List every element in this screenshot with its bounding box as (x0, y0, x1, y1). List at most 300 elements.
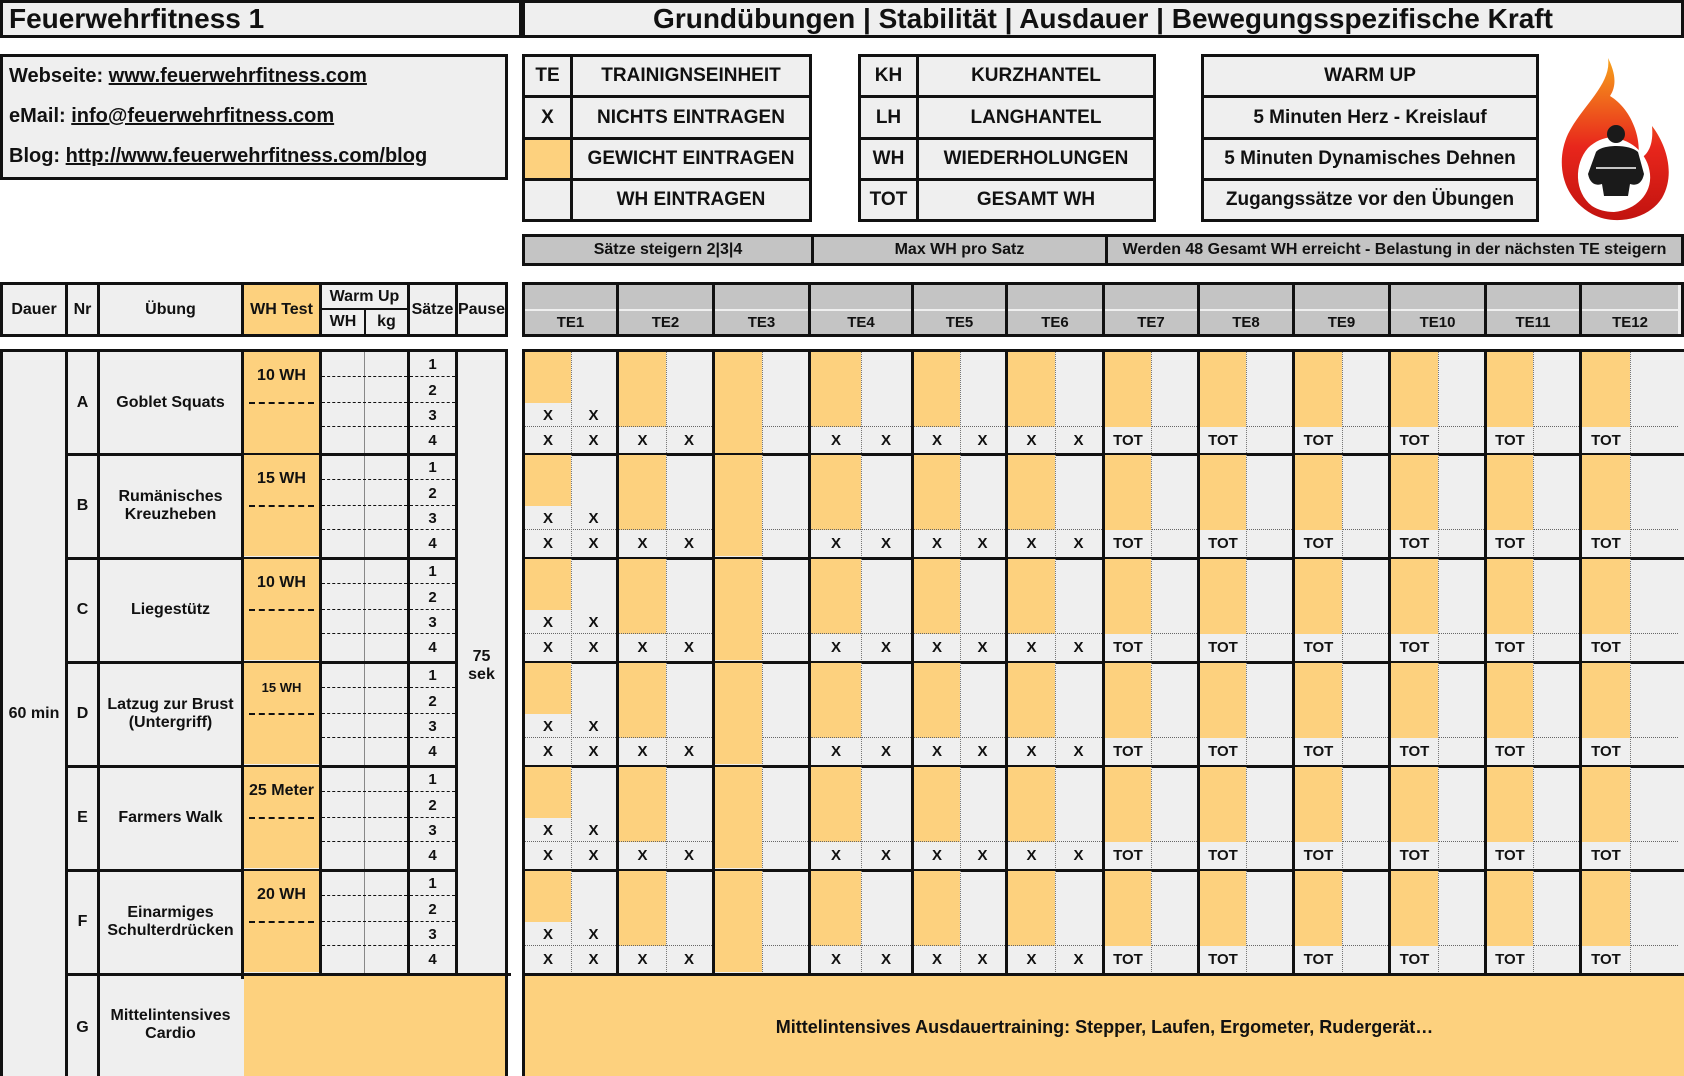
reps-cell[interactable] (666, 714, 712, 738)
weight-cell[interactable] (1008, 610, 1055, 634)
weight-cell[interactable] (811, 480, 861, 506)
reps-cell[interactable] (1055, 871, 1102, 896)
reps-cell[interactable] (1533, 688, 1579, 714)
reps-cell[interactable] (960, 559, 1005, 584)
reps-cell[interactable] (861, 663, 911, 688)
weight-cell[interactable] (1582, 922, 1630, 946)
weight-cell[interactable] (619, 767, 666, 792)
reps-cell[interactable] (1055, 506, 1102, 530)
reps-cell[interactable] (1438, 559, 1484, 584)
reps-cell[interactable] (571, 377, 616, 403)
weight-cell[interactable] (1391, 922, 1438, 946)
reps-cell[interactable] (1630, 946, 1678, 972)
weight-cell[interactable] (1008, 352, 1055, 377)
reps-cell[interactable] (1246, 922, 1292, 946)
reps-cell[interactable] (1342, 559, 1388, 584)
weight-cell[interactable] (1391, 896, 1438, 922)
warmup-kg-cell[interactable] (366, 506, 407, 530)
reps-cell[interactable] (1151, 946, 1197, 972)
weight-cell[interactable] (1295, 896, 1342, 922)
warmup-kg-cell[interactable] (366, 842, 407, 868)
reps-cell[interactable] (666, 610, 712, 634)
warmup-wh-cell[interactable] (322, 792, 364, 818)
warmup-kg-cell[interactable] (366, 688, 407, 714)
weight-cell[interactable] (1487, 922, 1533, 946)
warmup-wh-cell[interactable] (322, 506, 364, 530)
warmup-kg-cell[interactable] (366, 634, 407, 660)
warmup-wh-cell[interactable] (322, 663, 364, 688)
reps-cell[interactable] (1630, 530, 1678, 556)
reps-cell[interactable] (1630, 714, 1678, 738)
reps-cell[interactable] (762, 792, 808, 818)
weight-cell[interactable] (1582, 559, 1630, 584)
weight-cell[interactable] (715, 634, 762, 660)
reps-cell[interactable] (960, 352, 1005, 377)
reps-cell[interactable] (762, 922, 808, 946)
weight-cell[interactable] (1295, 559, 1342, 584)
weight-cell[interactable] (715, 842, 762, 868)
weight-cell[interactable] (914, 922, 960, 946)
weight-cell[interactable] (1200, 377, 1246, 403)
warmup-wh-cell[interactable] (322, 634, 364, 660)
weight-cell[interactable] (914, 767, 960, 792)
weight-cell[interactable] (1295, 403, 1342, 427)
weight-cell[interactable] (1582, 506, 1630, 530)
reps-cell[interactable] (861, 480, 911, 506)
weight-cell[interactable] (914, 688, 960, 714)
weight-cell[interactable] (1200, 480, 1246, 506)
warmup-kg-cell[interactable] (366, 663, 407, 688)
weight-cell[interactable] (1105, 767, 1151, 792)
weight-cell[interactable] (1008, 455, 1055, 480)
reps-cell[interactable] (666, 922, 712, 946)
weight-cell[interactable] (811, 506, 861, 530)
weight-cell[interactable] (525, 377, 571, 403)
weight-cell[interactable] (914, 610, 960, 634)
weight-cell[interactable] (619, 377, 666, 403)
weight-cell[interactable] (619, 403, 666, 427)
reps-cell[interactable] (1342, 506, 1388, 530)
warmup-wh-cell[interactable] (322, 896, 364, 922)
warmup-kg-cell[interactable] (366, 403, 407, 427)
reps-cell[interactable] (1342, 871, 1388, 896)
reps-cell[interactable] (666, 818, 712, 842)
reps-cell[interactable] (1533, 377, 1579, 403)
weight-cell[interactable] (1582, 767, 1630, 792)
reps-cell[interactable] (1438, 818, 1484, 842)
reps-cell[interactable] (1342, 403, 1388, 427)
reps-cell[interactable] (1151, 377, 1197, 403)
weight-cell[interactable] (811, 818, 861, 842)
reps-cell[interactable] (762, 818, 808, 842)
reps-cell[interactable] (1630, 738, 1678, 764)
weight-cell[interactable] (1295, 663, 1342, 688)
reps-cell[interactable] (960, 818, 1005, 842)
reps-cell[interactable] (1438, 506, 1484, 530)
weight-cell[interactable] (715, 480, 762, 506)
reps-cell[interactable] (1342, 584, 1388, 610)
weight-cell[interactable] (1391, 792, 1438, 818)
reps-cell[interactable] (666, 896, 712, 922)
reps-cell[interactable] (1342, 738, 1388, 764)
reps-cell[interactable] (1055, 792, 1102, 818)
weight-cell[interactable] (1582, 663, 1630, 688)
reps-cell[interactable] (1151, 714, 1197, 738)
reps-cell[interactable] (1438, 767, 1484, 792)
reps-cell[interactable] (1342, 688, 1388, 714)
weight-cell[interactable] (619, 352, 666, 377)
weight-cell[interactable] (1008, 403, 1055, 427)
weight-cell[interactable] (1008, 818, 1055, 842)
weight-cell[interactable] (1200, 818, 1246, 842)
weight-cell[interactable] (1008, 506, 1055, 530)
reps-cell[interactable] (1630, 427, 1678, 453)
reps-cell[interactable] (762, 946, 808, 972)
reps-cell[interactable] (861, 818, 911, 842)
reps-cell[interactable] (861, 559, 911, 584)
reps-cell[interactable] (1533, 738, 1579, 764)
reps-cell[interactable] (960, 871, 1005, 896)
reps-cell[interactable] (1342, 480, 1388, 506)
reps-cell[interactable] (1630, 688, 1678, 714)
reps-cell[interactable] (762, 530, 808, 556)
weight-cell[interactable] (1295, 792, 1342, 818)
warmup-kg-cell[interactable] (366, 584, 407, 610)
reps-cell[interactable] (762, 377, 808, 403)
reps-cell[interactable] (861, 584, 911, 610)
reps-cell[interactable] (1151, 688, 1197, 714)
weight-cell[interactable] (1391, 818, 1438, 842)
reps-cell[interactable] (571, 688, 616, 714)
warmup-kg-cell[interactable] (366, 946, 407, 972)
warmup-wh-cell[interactable] (322, 530, 364, 556)
reps-cell[interactable] (1342, 922, 1388, 946)
warmup-kg-cell[interactable] (366, 714, 407, 738)
reps-cell[interactable] (1342, 818, 1388, 842)
weight-cell[interactable] (619, 584, 666, 610)
weight-cell[interactable] (1487, 663, 1533, 688)
weight-cell[interactable] (914, 403, 960, 427)
weight-cell[interactable] (1295, 714, 1342, 738)
weight-cell[interactable] (811, 871, 861, 896)
weight-cell[interactable] (1487, 688, 1533, 714)
weight-cell[interactable] (715, 871, 762, 896)
reps-cell[interactable] (861, 688, 911, 714)
weight-cell[interactable] (1487, 506, 1533, 530)
reps-cell[interactable] (1151, 842, 1197, 868)
weight-cell[interactable] (715, 377, 762, 403)
weight-cell[interactable] (1391, 688, 1438, 714)
weight-cell[interactable] (1487, 403, 1533, 427)
weight-cell[interactable] (1391, 377, 1438, 403)
warmup-wh-cell[interactable] (322, 818, 364, 842)
warmup-wh-cell[interactable] (322, 946, 364, 972)
reps-cell[interactable] (762, 352, 808, 377)
weight-cell[interactable] (1391, 455, 1438, 480)
weight-cell[interactable] (715, 714, 762, 738)
reps-cell[interactable] (960, 403, 1005, 427)
warmup-wh-cell[interactable] (322, 377, 364, 403)
reps-cell[interactable] (1438, 792, 1484, 818)
weight-cell[interactable] (1200, 455, 1246, 480)
reps-cell[interactable] (1246, 634, 1292, 660)
reps-cell[interactable] (1630, 455, 1678, 480)
reps-cell[interactable] (571, 559, 616, 584)
reps-cell[interactable] (1246, 896, 1292, 922)
weight-cell[interactable] (914, 896, 960, 922)
weight-cell[interactable] (1582, 455, 1630, 480)
blog-link[interactable]: http://www.feuerwehrfitness.com/blog (65, 145, 428, 167)
weight-cell[interactable] (1008, 792, 1055, 818)
weight-cell[interactable] (715, 455, 762, 480)
reps-cell[interactable] (762, 871, 808, 896)
reps-cell[interactable] (762, 584, 808, 610)
weight-cell[interactable] (1105, 403, 1151, 427)
weight-cell[interactable] (1582, 584, 1630, 610)
weight-cell[interactable] (715, 530, 762, 556)
reps-cell[interactable] (1246, 427, 1292, 453)
reps-cell[interactable] (960, 714, 1005, 738)
reps-cell[interactable] (762, 403, 808, 427)
reps-cell[interactable] (571, 663, 616, 688)
reps-cell[interactable] (1630, 403, 1678, 427)
warmup-wh-cell[interactable] (322, 714, 364, 738)
reps-cell[interactable] (1246, 455, 1292, 480)
reps-cell[interactable] (1055, 480, 1102, 506)
weight-cell[interactable] (1582, 403, 1630, 427)
reps-cell[interactable] (1055, 818, 1102, 842)
weight-cell[interactable] (1391, 352, 1438, 377)
weight-cell[interactable] (1008, 559, 1055, 584)
weight-cell[interactable] (1105, 922, 1151, 946)
weight-cell[interactable] (1391, 714, 1438, 738)
reps-cell[interactable] (1533, 663, 1579, 688)
reps-cell[interactable] (861, 610, 911, 634)
weight-cell[interactable] (525, 871, 571, 896)
weight-cell[interactable] (914, 559, 960, 584)
weight-cell[interactable] (525, 584, 571, 610)
reps-cell[interactable] (1342, 352, 1388, 377)
reps-cell[interactable] (960, 584, 1005, 610)
weight-cell[interactable] (525, 792, 571, 818)
reps-cell[interactable] (861, 377, 911, 403)
weight-cell[interactable] (525, 352, 571, 377)
reps-cell[interactable] (1151, 767, 1197, 792)
weight-cell[interactable] (525, 688, 571, 714)
warmup-kg-cell[interactable] (366, 610, 407, 634)
weight-cell[interactable] (1105, 610, 1151, 634)
warmup-wh-cell[interactable] (322, 480, 364, 506)
reps-cell[interactable] (1630, 584, 1678, 610)
reps-cell[interactable] (1533, 427, 1579, 453)
reps-cell[interactable] (1151, 610, 1197, 634)
weight-cell[interactable] (525, 480, 571, 506)
warmup-kg-cell[interactable] (366, 896, 407, 922)
weight-cell[interactable] (619, 610, 666, 634)
weight-cell[interactable] (715, 818, 762, 842)
weight-cell[interactable] (1200, 896, 1246, 922)
reps-cell[interactable] (762, 455, 808, 480)
weight-cell[interactable] (1008, 584, 1055, 610)
reps-cell[interactable] (960, 663, 1005, 688)
reps-cell[interactable] (1533, 610, 1579, 634)
warmup-kg-cell[interactable] (366, 480, 407, 506)
reps-cell[interactable] (861, 506, 911, 530)
reps-cell[interactable] (1533, 480, 1579, 506)
reps-cell[interactable] (1246, 946, 1292, 972)
reps-cell[interactable] (571, 792, 616, 818)
weight-cell[interactable] (1105, 584, 1151, 610)
warmup-wh-cell[interactable] (322, 455, 364, 480)
warmup-kg-cell[interactable] (366, 738, 407, 764)
reps-cell[interactable] (1533, 634, 1579, 660)
weight-cell[interactable] (525, 896, 571, 922)
warmup-kg-cell[interactable] (366, 352, 407, 377)
weight-cell[interactable] (1200, 610, 1246, 634)
weight-cell[interactable] (1487, 377, 1533, 403)
reps-cell[interactable] (1151, 584, 1197, 610)
weight-cell[interactable] (1105, 506, 1151, 530)
weight-cell[interactable] (811, 584, 861, 610)
reps-cell[interactable] (1151, 896, 1197, 922)
reps-cell[interactable] (861, 767, 911, 792)
weight-cell[interactable] (715, 559, 762, 584)
weight-cell[interactable] (1391, 506, 1438, 530)
warmup-kg-cell[interactable] (366, 792, 407, 818)
weight-cell[interactable] (1200, 663, 1246, 688)
weight-cell[interactable] (811, 352, 861, 377)
cardio-entry-cell[interactable] (244, 976, 505, 1076)
weight-cell[interactable] (914, 352, 960, 377)
weight-cell[interactable] (1105, 871, 1151, 896)
weight-cell[interactable] (1582, 714, 1630, 738)
reps-cell[interactable] (666, 792, 712, 818)
weight-cell[interactable] (715, 946, 762, 972)
reps-cell[interactable] (861, 352, 911, 377)
reps-cell[interactable] (1533, 946, 1579, 972)
reps-cell[interactable] (666, 767, 712, 792)
reps-cell[interactable] (1055, 584, 1102, 610)
weight-cell[interactable] (1295, 352, 1342, 377)
warmup-kg-cell[interactable] (366, 818, 407, 842)
weight-cell[interactable] (811, 896, 861, 922)
warmup-kg-cell[interactable] (366, 377, 407, 403)
reps-cell[interactable] (1533, 871, 1579, 896)
reps-cell[interactable] (666, 871, 712, 896)
reps-cell[interactable] (1630, 559, 1678, 584)
reps-cell[interactable] (1342, 634, 1388, 660)
reps-cell[interactable] (861, 896, 911, 922)
reps-cell[interactable] (1438, 896, 1484, 922)
weight-cell[interactable] (1200, 584, 1246, 610)
weight-cell[interactable] (715, 506, 762, 530)
reps-cell[interactable] (762, 559, 808, 584)
reps-cell[interactable] (1533, 792, 1579, 818)
weight-cell[interactable] (619, 688, 666, 714)
weight-cell[interactable] (715, 792, 762, 818)
weight-cell[interactable] (1295, 818, 1342, 842)
weight-cell[interactable] (1487, 792, 1533, 818)
reps-cell[interactable] (1151, 663, 1197, 688)
reps-cell[interactable] (960, 610, 1005, 634)
weight-cell[interactable] (1487, 871, 1533, 896)
reps-cell[interactable] (1246, 842, 1292, 868)
reps-cell[interactable] (571, 455, 616, 480)
reps-cell[interactable] (1055, 403, 1102, 427)
weight-cell[interactable] (619, 792, 666, 818)
weight-cell[interactable] (1487, 584, 1533, 610)
reps-cell[interactable] (1438, 584, 1484, 610)
weight-cell[interactable] (1200, 922, 1246, 946)
reps-cell[interactable] (1438, 455, 1484, 480)
weight-cell[interactable] (1487, 896, 1533, 922)
reps-cell[interactable] (861, 714, 911, 738)
reps-cell[interactable] (1533, 714, 1579, 738)
weight-cell[interactable] (1200, 403, 1246, 427)
warmup-kg-cell[interactable] (366, 455, 407, 480)
reps-cell[interactable] (1630, 634, 1678, 660)
reps-cell[interactable] (666, 663, 712, 688)
warmup-wh-cell[interactable] (322, 559, 364, 584)
reps-cell[interactable] (1438, 714, 1484, 738)
weight-cell[interactable] (1105, 663, 1151, 688)
reps-cell[interactable] (1151, 352, 1197, 377)
reps-cell[interactable] (1246, 377, 1292, 403)
weight-cell[interactable] (1295, 455, 1342, 480)
reps-cell[interactable] (1438, 663, 1484, 688)
reps-cell[interactable] (1151, 455, 1197, 480)
reps-cell[interactable] (1246, 480, 1292, 506)
reps-cell[interactable] (666, 559, 712, 584)
weight-cell[interactable] (715, 767, 762, 792)
weight-cell[interactable] (914, 818, 960, 842)
reps-cell[interactable] (1151, 818, 1197, 842)
reps-cell[interactable] (1246, 688, 1292, 714)
weight-cell[interactable] (1391, 559, 1438, 584)
weight-cell[interactable] (811, 792, 861, 818)
reps-cell[interactable] (1055, 688, 1102, 714)
website-link[interactable]: www.feuerwehrfitness.com (108, 65, 367, 87)
weight-cell[interactable] (619, 714, 666, 738)
reps-cell[interactable] (1342, 377, 1388, 403)
weight-cell[interactable] (715, 663, 762, 688)
weight-cell[interactable] (715, 896, 762, 922)
weight-cell[interactable] (811, 922, 861, 946)
reps-cell[interactable] (1246, 610, 1292, 634)
weight-cell[interactable] (1391, 871, 1438, 896)
reps-cell[interactable] (1246, 818, 1292, 842)
weight-cell[interactable] (619, 663, 666, 688)
weight-cell[interactable] (619, 818, 666, 842)
weight-cell[interactable] (1008, 714, 1055, 738)
reps-cell[interactable] (1342, 767, 1388, 792)
reps-cell[interactable] (1246, 584, 1292, 610)
reps-cell[interactable] (762, 767, 808, 792)
reps-cell[interactable] (666, 480, 712, 506)
reps-cell[interactable] (1246, 530, 1292, 556)
weight-cell[interactable] (525, 663, 571, 688)
weight-cell[interactable] (525, 559, 571, 584)
weight-cell[interactable] (619, 871, 666, 896)
weight-cell[interactable] (1200, 506, 1246, 530)
weight-cell[interactable] (1295, 688, 1342, 714)
reps-cell[interactable] (1342, 946, 1388, 972)
reps-cell[interactable] (762, 610, 808, 634)
warmup-kg-cell[interactable] (366, 871, 407, 896)
email-link[interactable]: info@feuerwehrfitness.com (71, 105, 335, 127)
weight-cell[interactable] (1487, 610, 1533, 634)
weight-cell[interactable] (1582, 377, 1630, 403)
